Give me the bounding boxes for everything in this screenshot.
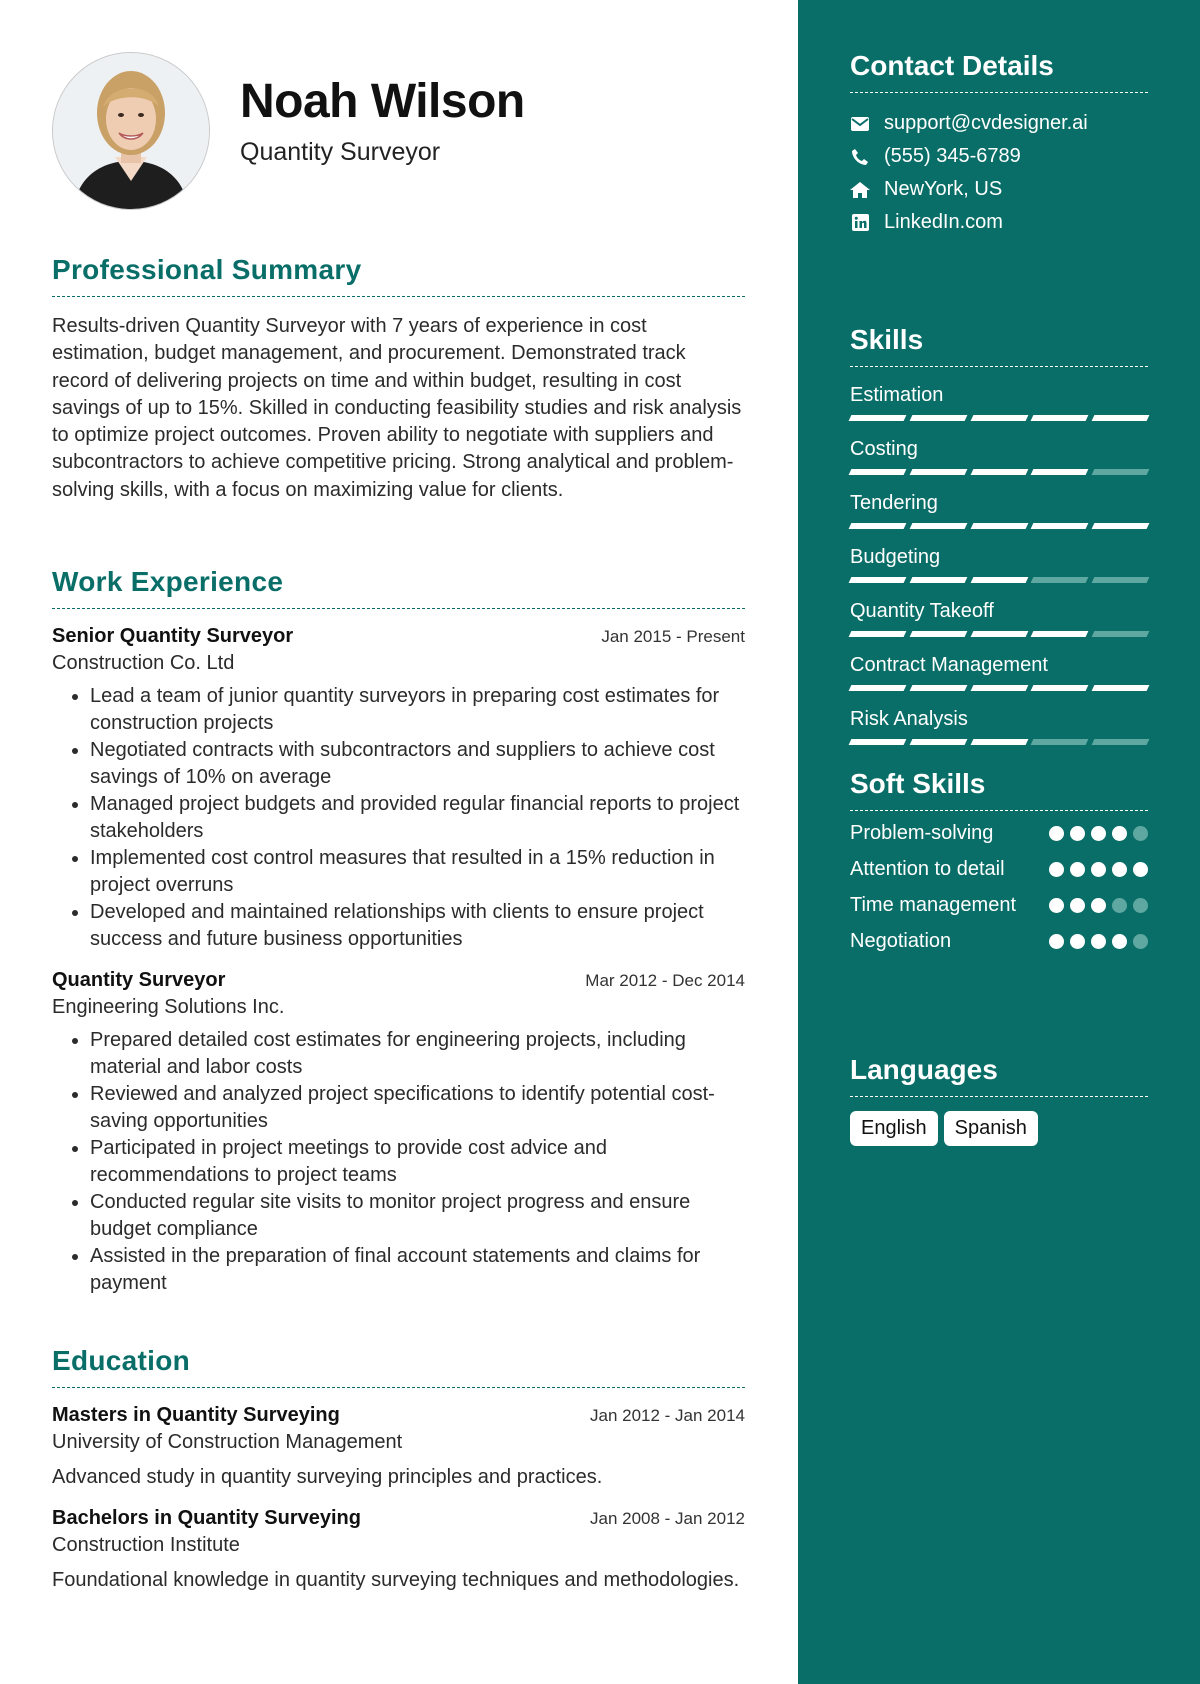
rating-dot — [1091, 826, 1106, 841]
rating-dot — [1112, 898, 1127, 913]
skill-level-segment — [1031, 577, 1089, 583]
section-title: Education — [52, 1345, 745, 1388]
job-title: Senior Quantity Surveyor — [52, 625, 294, 647]
skill-level-segment — [849, 685, 907, 691]
contact-linkedin[interactable] — [850, 206, 1148, 239]
skill-level-bar — [850, 523, 1148, 529]
skill-level-segment — [1031, 523, 1089, 529]
skill-level-segment — [1092, 631, 1150, 637]
profile-photo — [52, 52, 210, 210]
skill-level-segment — [970, 739, 1028, 745]
languages-section — [850, 1054, 1148, 1146]
soft-skill-name: Negotiation — [850, 930, 952, 952]
skill-level-segment — [970, 577, 1028, 583]
list-item: • Lead a team of junior quantity surveyors in preparing cost estimates for construction projects — [90, 683, 745, 737]
candidate-name: Noah Wilson — [240, 75, 525, 128]
skill-item — [850, 597, 1148, 637]
skill-level-segment — [909, 739, 967, 745]
email-text: support@cvdesigner.ai — [884, 112, 1088, 134]
skill-level-segment — [1092, 739, 1150, 745]
job-entry — [52, 625, 745, 953]
soft-skill-name: Problem-solving — [850, 822, 994, 844]
school-name: University of Construction Management — [52, 1431, 403, 1453]
rating-dot — [1133, 898, 1148, 913]
skill-level-segment — [1031, 631, 1089, 637]
summary-text: Results-driven Quantity Surveyor with 7 years of experience in cost estimation, budget management, and procurement. Demonstrated track record of delivering projects on time and within budget, resulting in cost savings of up to 15%. Skilled in conducting feasibility studies and risk analysis to optimize project outcomes. Proven ability to negotiate with suppliers and subcontractors to achieve competitive pricing. Strong analytical and problem-solving skills, with a focus on maximizing value for clients. — [52, 315, 742, 501]
section-title: Soft Skills — [850, 768, 1148, 811]
rating-dot — [1049, 862, 1064, 877]
linkedin-text: LinkedIn.com — [884, 211, 1003, 233]
soft-skills-section — [850, 768, 1148, 955]
skill-name: Quantity Takeoff — [850, 600, 994, 622]
skill-level-segment — [909, 523, 967, 529]
soft-skill-item — [850, 927, 1148, 955]
skill-level-segment — [1031, 469, 1089, 475]
rating-dot — [1091, 934, 1106, 949]
list-item: • Managed project budgets and provided regular financial reports to project stakeholders — [90, 791, 745, 845]
skill-level-segment — [909, 685, 967, 691]
list-item: • Prepared detailed cost estimates for engineering projects, including material and labor costs — [90, 1027, 745, 1081]
job-entry — [52, 969, 745, 1297]
education-date: Jan 2008 - Jan 2012 — [589, 1509, 745, 1528]
education-date: Jan 2012 - Jan 2014 — [589, 1406, 745, 1425]
skill-level-segment — [970, 415, 1028, 421]
rating-dot — [1133, 934, 1148, 949]
skill-level-bar — [850, 469, 1148, 475]
job-company: Construction Co. Ltd — [52, 652, 235, 674]
section-title: Skills — [850, 324, 1148, 367]
person-portrait-icon — [53, 53, 209, 209]
skill-level-bar — [850, 739, 1148, 745]
job-title: Quantity Surveyor — [52, 969, 226, 991]
skill-level-segment — [849, 523, 907, 529]
phone-text: (555) 345-6789 — [884, 145, 1021, 167]
soft-skill-item — [850, 819, 1148, 847]
skill-item — [850, 543, 1148, 583]
envelope-icon — [850, 114, 870, 134]
skills-section — [850, 324, 1148, 759]
skill-item — [850, 705, 1148, 745]
rating-dot — [1133, 862, 1148, 877]
skill-level-segment — [1092, 577, 1150, 583]
education-entry — [52, 1404, 745, 1491]
rating-dot — [1133, 826, 1148, 841]
language-tags — [850, 1111, 1148, 1146]
rating-dot — [1049, 826, 1064, 841]
list-item: • Conducted regular site visits to monitor project progress and ensure budget compliance — [90, 1189, 745, 1243]
skill-level-segment — [909, 415, 967, 421]
skill-level-bar — [850, 631, 1148, 637]
degree-title: Masters in Quantity Surveying — [52, 1404, 340, 1426]
rating-dot — [1070, 862, 1085, 877]
soft-skills-list — [850, 819, 1148, 955]
work-experience-section — [52, 566, 745, 1297]
skill-level-bar — [850, 685, 1148, 691]
rating-dot — [1091, 862, 1106, 877]
list-item: • Assisted in the preparation of final account statements and claims for payment — [90, 1243, 745, 1297]
skill-level-segment — [849, 577, 907, 583]
skill-level-segment — [909, 469, 967, 475]
skill-name: Costing — [850, 438, 918, 460]
linkedin-icon — [850, 213, 870, 233]
education-entry — [52, 1507, 745, 1594]
degree-title: Bachelors in Quantity Surveying — [52, 1507, 361, 1529]
soft-skill-name: Time management — [850, 894, 1016, 916]
rating-dot — [1112, 934, 1127, 949]
skill-name: Risk Analysis — [850, 708, 968, 730]
job-date: Mar 2012 - Dec 2014 — [585, 971, 745, 990]
contact-phone[interactable] — [850, 140, 1148, 173]
list-item: • Developed and maintained relationships with clients to ensure project success and future business opportunities — [90, 899, 745, 953]
rating-dot — [1091, 898, 1106, 913]
contact-location — [850, 173, 1148, 206]
section-title: Contact Details — [850, 50, 1148, 93]
skill-level-segment — [970, 685, 1028, 691]
education-section — [52, 1345, 745, 1594]
skill-level-bar — [850, 415, 1148, 421]
home-icon — [850, 180, 870, 200]
skill-item — [850, 489, 1148, 529]
skill-name: Tendering — [850, 492, 938, 514]
education-description: Foundational knowledge in quantity surveying techniques and methodologies. — [52, 1569, 740, 1591]
professional-summary-section — [52, 254, 745, 504]
section-title: Languages — [850, 1054, 1148, 1097]
soft-skill-rating — [1049, 891, 1148, 913]
skill-level-segment — [970, 631, 1028, 637]
skill-level-segment — [1092, 469, 1150, 475]
skill-level-segment — [849, 469, 907, 475]
section-title: Professional Summary — [52, 254, 745, 297]
list-item: • Negotiated contracts with subcontractors and suppliers to achieve cost savings of 10% on average — [90, 737, 745, 791]
skill-name: Estimation — [850, 384, 944, 406]
soft-skill-rating — [1049, 855, 1148, 877]
skill-name: Contract Management — [850, 654, 1048, 676]
skill-level-segment — [1031, 685, 1089, 691]
skill-level-segment — [1031, 415, 1089, 421]
language-tag: English — [850, 1111, 938, 1146]
soft-skill-rating — [1049, 819, 1148, 841]
skill-level-segment — [909, 577, 967, 583]
rating-dot — [1070, 826, 1085, 841]
list-item: • Reviewed and analyzed project specifications to identify potential cost-saving opportunities — [90, 1081, 745, 1135]
job-date: Jan 2015 - Present — [601, 627, 745, 646]
skill-name: Budgeting — [850, 546, 941, 568]
section-title: Work Experience — [52, 566, 745, 609]
school-name: Construction Institute — [52, 1534, 240, 1556]
skill-level-segment — [970, 523, 1028, 529]
rating-dot — [1049, 934, 1064, 949]
phone-icon — [850, 147, 870, 167]
job-bullets — [52, 683, 745, 953]
rating-dot — [1049, 898, 1064, 913]
skill-level-segment — [909, 631, 967, 637]
skills-list — [850, 381, 1148, 745]
job-bullets — [52, 1027, 745, 1297]
candidate-role: Quantity Surveyor — [240, 138, 441, 166]
language-tag: Spanish — [944, 1111, 1038, 1146]
job-company: Engineering Solutions Inc. — [52, 996, 285, 1018]
skill-level-segment — [1031, 739, 1089, 745]
skill-level-bar — [850, 577, 1148, 583]
rating-dot — [1070, 934, 1085, 949]
skill-level-segment — [1092, 685, 1150, 691]
rating-dot — [1112, 862, 1127, 877]
skill-item — [850, 435, 1148, 475]
contact-section — [850, 50, 1148, 239]
soft-skill-rating — [1049, 927, 1148, 949]
skill-level-segment — [970, 469, 1028, 475]
skill-level-segment — [1092, 523, 1150, 529]
soft-skill-item — [850, 855, 1148, 883]
location-text: NewYork, US — [884, 178, 1003, 200]
skill-level-segment — [849, 415, 907, 421]
rating-dot — [1070, 898, 1085, 913]
soft-skill-item — [850, 891, 1148, 919]
skill-level-segment — [849, 631, 907, 637]
skill-item — [850, 651, 1148, 691]
soft-skill-name: Attention to detail — [850, 858, 1005, 880]
skill-level-segment — [1092, 415, 1150, 421]
contact-email[interactable] — [850, 107, 1148, 140]
list-item: • Participated in project meetings to provide cost advice and recommendations to project teams — [90, 1135, 745, 1189]
skill-item — [850, 381, 1148, 421]
skill-level-segment — [849, 739, 907, 745]
rating-dot — [1112, 826, 1127, 841]
education-description: Advanced study in quantity surveying principles and practices. — [52, 1466, 603, 1488]
list-item: • Implemented cost control measures that resulted in a 15% reduction in project overruns — [90, 845, 745, 899]
